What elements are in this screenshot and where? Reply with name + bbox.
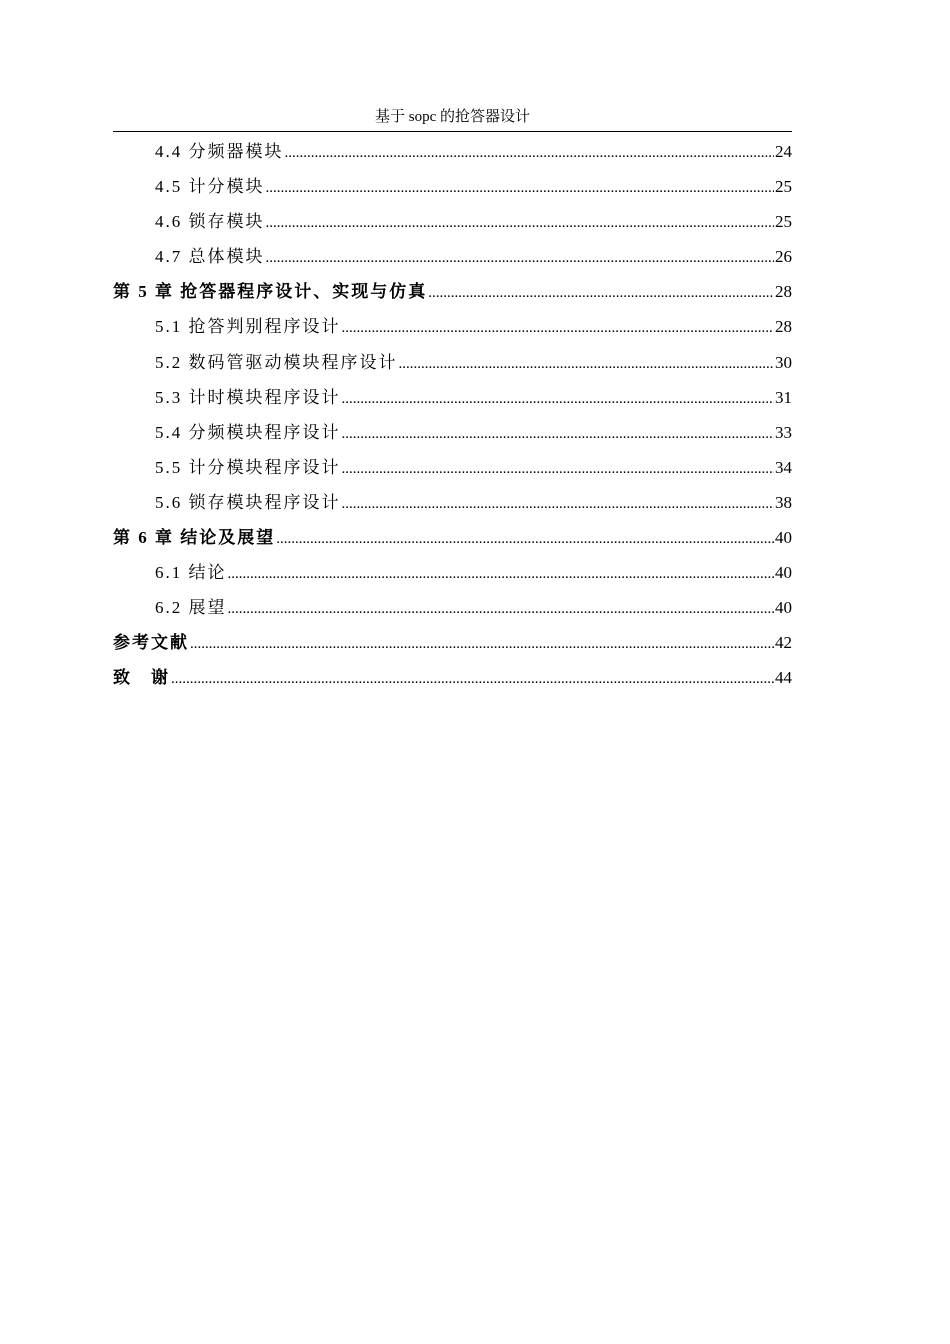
toc-entry-page: 28 — [775, 317, 792, 337]
toc-leader-dots — [342, 417, 775, 452]
toc-leader-dots — [266, 171, 775, 206]
toc-leader-dots — [228, 557, 775, 592]
document-title: 基于 sopc 的抢答器设计 — [375, 109, 530, 125]
toc-entry-title: 第 5 章 抢答器程序设计、实现与仿真 — [113, 282, 428, 302]
toc-chapter-entry[interactable] — [113, 520, 792, 555]
toc-leader-dots — [266, 206, 775, 241]
toc-leader-dots — [342, 382, 775, 417]
toc-leader-dots — [276, 522, 774, 557]
toc-entry-page: 40 — [775, 563, 792, 583]
toc-chapter-entry[interactable] — [113, 274, 792, 309]
toc-entry[interactable] — [113, 204, 792, 239]
toc-chapter-entry[interactable] — [113, 625, 792, 660]
toc-chapter-entry[interactable] — [113, 660, 792, 695]
toc-leader-dots — [342, 311, 775, 346]
toc-entry[interactable] — [113, 450, 792, 485]
toc-entry[interactable] — [113, 415, 792, 450]
toc-entry[interactable] — [113, 169, 792, 204]
toc-entry[interactable] — [113, 485, 792, 520]
toc-entry[interactable] — [113, 555, 792, 590]
table-of-contents — [113, 134, 792, 696]
toc-entry-title: 5.2 数码管驱动模块程序设计 — [155, 352, 398, 372]
toc-entry-page: 26 — [775, 247, 792, 267]
toc-entry-title: 4.7 总体模块 — [155, 247, 265, 267]
toc-entry-title: 6.1 结论 — [155, 563, 227, 583]
toc-leader-dots — [399, 347, 775, 382]
toc-entry-title: 4.6 锁存模块 — [155, 212, 265, 232]
toc-entry[interactable] — [113, 309, 792, 344]
toc-entry-page: 40 — [775, 528, 792, 548]
toc-leader-dots — [428, 276, 774, 311]
toc-entry-page: 25 — [775, 212, 792, 232]
page-header — [113, 105, 792, 132]
toc-entry-title: 4.5 计分模块 — [155, 177, 265, 197]
toc-entry-page: 24 — [775, 142, 792, 161]
toc-leader-dots — [342, 452, 775, 487]
toc-entry-title: 5.1 抢答判别程序设计 — [155, 317, 341, 337]
toc-entry-page: 28 — [775, 282, 792, 302]
toc-entry-title: 第 6 章 结论及展望 — [113, 528, 276, 548]
toc-entry-page: 40 — [775, 598, 792, 618]
toc-entry[interactable] — [113, 134, 792, 169]
toc-leader-dots — [342, 487, 775, 522]
toc-leader-dots — [266, 241, 775, 276]
toc-entry[interactable] — [113, 239, 792, 274]
toc-entry-page: 38 — [775, 492, 792, 512]
toc-entry[interactable] — [113, 590, 792, 625]
toc-entry-page: 44 — [775, 668, 792, 688]
toc-entry-title: 4.4 分频器模块 — [155, 142, 284, 161]
toc-entry-title: 5.3 计时模块程序设计 — [155, 387, 341, 407]
toc-leader-dots — [171, 662, 774, 697]
toc-entry-title: 6.2 展望 — [155, 598, 227, 618]
toc-entry[interactable] — [113, 345, 792, 380]
toc-entry-page: 30 — [775, 352, 792, 372]
toc-entry-title: 致 谢 — [113, 668, 170, 688]
toc-entry-page: 33 — [775, 422, 792, 442]
toc-leader-dots — [190, 627, 774, 662]
toc-entry-title: 5.6 锁存模块程序设计 — [155, 492, 341, 512]
toc-entry-page: 25 — [775, 177, 792, 197]
toc-entry-page: 42 — [775, 633, 792, 653]
toc-entry-page: 31 — [775, 387, 792, 407]
toc-leader-dots — [285, 136, 775, 171]
toc-entry-page: 34 — [775, 457, 792, 477]
toc-leader-dots — [228, 592, 775, 627]
toc-entry[interactable] — [113, 380, 792, 415]
toc-entry-title: 参考文献 — [113, 633, 189, 653]
toc-entry-title: 5.4 分频模块程序设计 — [155, 422, 341, 442]
toc-entry-title: 5.5 计分模块程序设计 — [155, 457, 341, 477]
